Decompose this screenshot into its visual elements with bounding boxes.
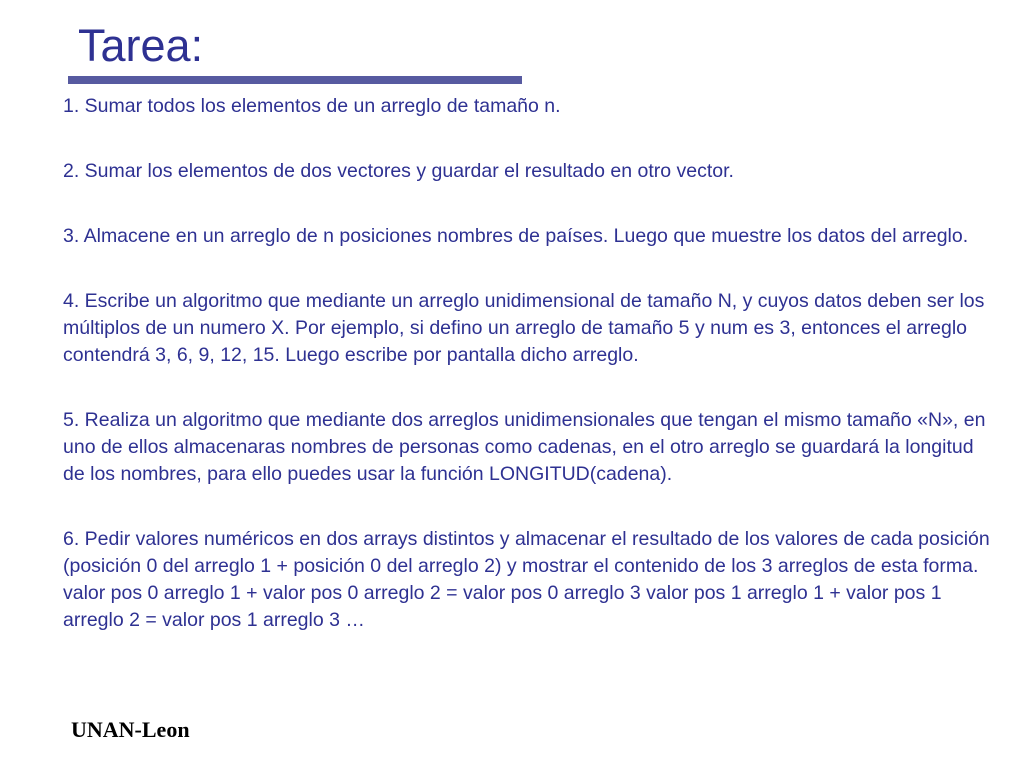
task-item-4: 4. Escribe un algoritmo que mediante un arreglo unidimensional de tamaño N, y cuyos datos deben ser los múltiplos de un numero X. Por ejemplo, si defino un arreglo de tamaño 5 y num es 3, entonces el arreglo contendrá 3, 6, 9, 12, 15. Luego escribe por pantalla dicho arreglo.	[63, 290, 985, 366]
task-item-3: 3. Almacene en un arreglo de n posiciones nombres de países. Luego que muestre los datos del arreglo.	[63, 225, 969, 247]
task-item-6: 6. Pedir valores numéricos en dos arrays distintos y almacenar el resultado de los valores de cada posición (posición 0 del arreglo 1 + posición 0 del arreglo 2) y mostrar el contenido de los 3 arreglos de esta forma. valor pos 0 arreglo 1 + valor pos 0 arreglo 2 = valor pos 0 arreglo 3 valor pos 1 arreglo 1 + valor pos 1 arreglo 2 = valor pos 1 arreglo 3 …	[63, 528, 990, 631]
task-item-2: 2. Sumar los elementos de dos vectores y guardar el resultado en otro vector.	[63, 160, 734, 182]
task-list	[63, 93, 993, 634]
title-underline	[68, 76, 522, 84]
task-item-1: 1. Sumar todos los elementos de un arreglo de tamaño n.	[63, 95, 561, 117]
slide-title: Tarea:	[78, 20, 204, 71]
task-item-5: 5. Realiza un algoritmo que mediante dos arreglos unidimensionales que tengan el mismo tamaño «N», en uno de ellos almacenaras nombres de personas como cadenas, en el otro arreglo se guardará la longitud de los nombres, para ello puedes usar la función LONGITUD(cadena).	[63, 409, 986, 485]
footer-institution-label: UNAN-Leon	[71, 717, 190, 742]
